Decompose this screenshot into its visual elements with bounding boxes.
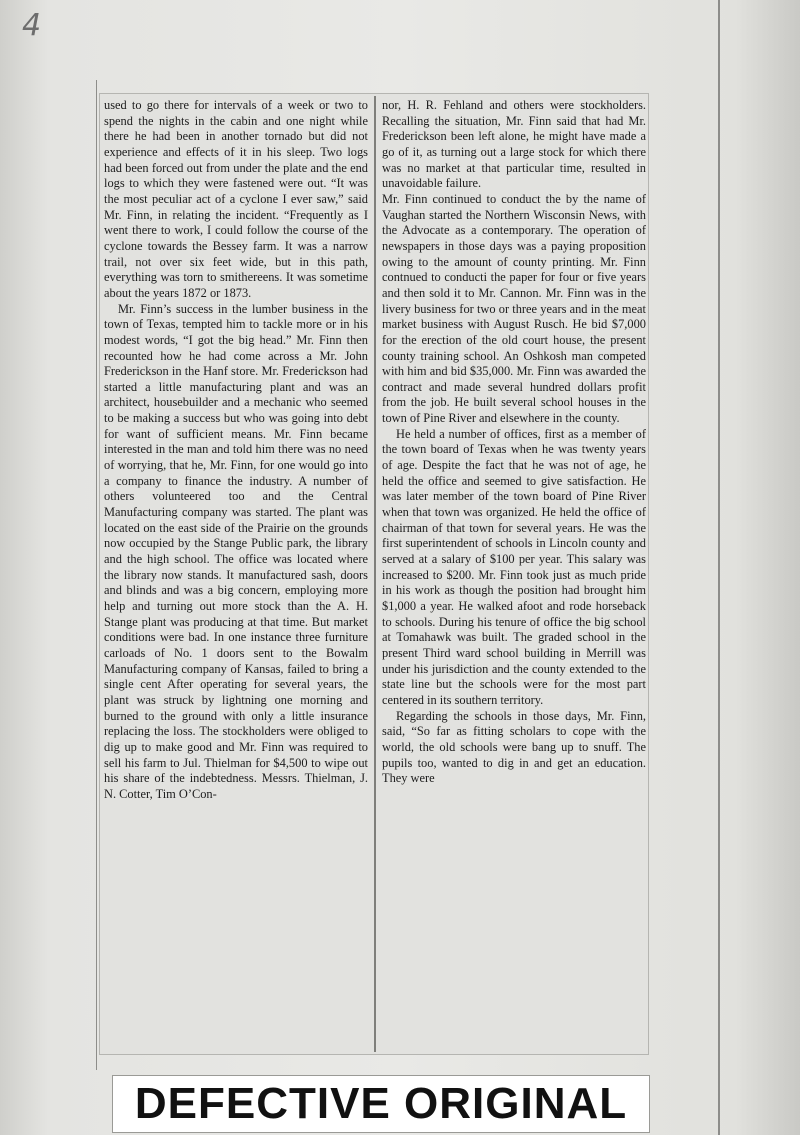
page-number: 4 — [22, 8, 42, 43]
right-paragraph: Mr. Finn continued to conduct the by the name of Vaughan started the Northern Wisconsin News, with the Advocate as a contemporary. The operation of newspapers in those days was a paying proposition owing to the amount of county printing. Mr. Finn contnued to conducti the paper for four or five years and then sold it to Mr. Cannon. Mr. Finn was in the livery business for two or three years and in the meat market business with August Rusch. He bid $7,000 for the erection of the old court house, the present county training school. An Oshkosh man competed with him and bid $35,000. Mr. Finn was awarded the contract and made several hundred dollars profit from the job. He built several school houses in the town of Pine River and elsewhere in the county. — [382, 191, 646, 426]
scan-edge-right — [718, 0, 720, 1135]
left-paragraph: Mr. Finn’s success in the lumber business in the town of Texas, tempted him to tackle more or in his modest words, “I got the big head.” Mr. Finn then recounted how he had come across a Mr. John Frederickson in the Hanf store. Mr. Frederickson had started a little manufacturing plant and was an architect, housebuilder and a mechanic who seemed to be making a success but who was going into debt for want of sufficient means. Mr. Finn became interested in the man and told him there was no need of worrying, that he, Mr. Finn, for one would go into a company to finance the industry. A number of others volunteered too and the Central Manufacturing company was started. The plant was located on the east side of the Prairie on the grounds now occupied by the Stange Public park, the library and the high school. The office was located where the library now stands. It manufactured sash, doors and blinds and was a big concern, employing more help and turning out more stock than the A. H. Stange plant was producing at that time. But market conditions were bad. In one instance three furniture carloads of No. 1 doors sent to the Bowalm Manufacturing company of Kansas, failed to bring a single cent After operating for several years, the plant was struck by lightning one morning and burned to the ground with only a little insurance replacing the loss. The stockholders were obliged to dig up to make good and Mr. Finn was required to sell his farm to Jul. Thielman for $4,500 to wipe out his share of the indebtedness. Messrs. Thielman, J. N. Cotter, Tim O’Con- — [104, 301, 368, 801]
right-paragraph: He held a number of offices, first as a member of the town board of Texas when he was twenty years of age. Despite the fact that he was not of age, he held the office and seemed to give satisfaction. He was later member of the town board of Pine River when that town was organized. He held the office of chairman of that town for several years. He was the first superintendent of schools in Lincoln county and served at a salary of $100 per year. This salary was increased to $200. Mr. Finn took just as much pride in his work as though the position had brought him $1,000 a year. He walked afoot and rode horseback to schools. During his tenure of office the big school at Tomahawk was built. The graded school in the present Third ward school building in Merrill was under his jurisdiction and the county extended to the state line but the schools were for the most part centered in its southern territory. — [382, 426, 646, 707]
right-paragraph: nor, H. R. Fehland and others were stockholders. Recalling the situation, Mr. Finn said that had Mr. Frederickson been left alone, he might have made a go of it, as turning out a large stock for which there was no market at that particular time, resulted in unavoidable failure. — [382, 98, 646, 191]
newspaper-clipping — [100, 94, 648, 1054]
left-paragraph: used to go there for intervals of a week or two to spend the nights in the cabin and one night while there he had been in another tornado but did not experience and effects of it in his sleep. Two logs had been forced out from under the plate and the end logs to which they were fastened were out. “It was the most peculiar act of a cyclone I ever saw,” said Mr. Finn, in relating the incident. “Frequently as I went there to work, I could follow the course of the cyclone towards the Bessey farm. It was a narrow trail, not over six feet wide, but in this path, everything was torn to smithereens. It was sometime about the years 1872 or 1873. — [104, 98, 368, 300]
right-paragraph: Regarding the schools in those days, Mr. Finn, said, “So far as fitting scholars to cope with the world, the old schools were bang up to snuff. The pupils too, wanted to dig in and get an education. They were — [382, 708, 646, 786]
defective-original-banner — [112, 1075, 650, 1133]
column-divider — [374, 96, 376, 1052]
right-column — [382, 98, 646, 787]
scan-edge-left — [96, 80, 97, 1070]
left-column — [104, 98, 368, 803]
banner-text: DEFECTIVE ORIGINAL — [134, 1079, 628, 1128]
